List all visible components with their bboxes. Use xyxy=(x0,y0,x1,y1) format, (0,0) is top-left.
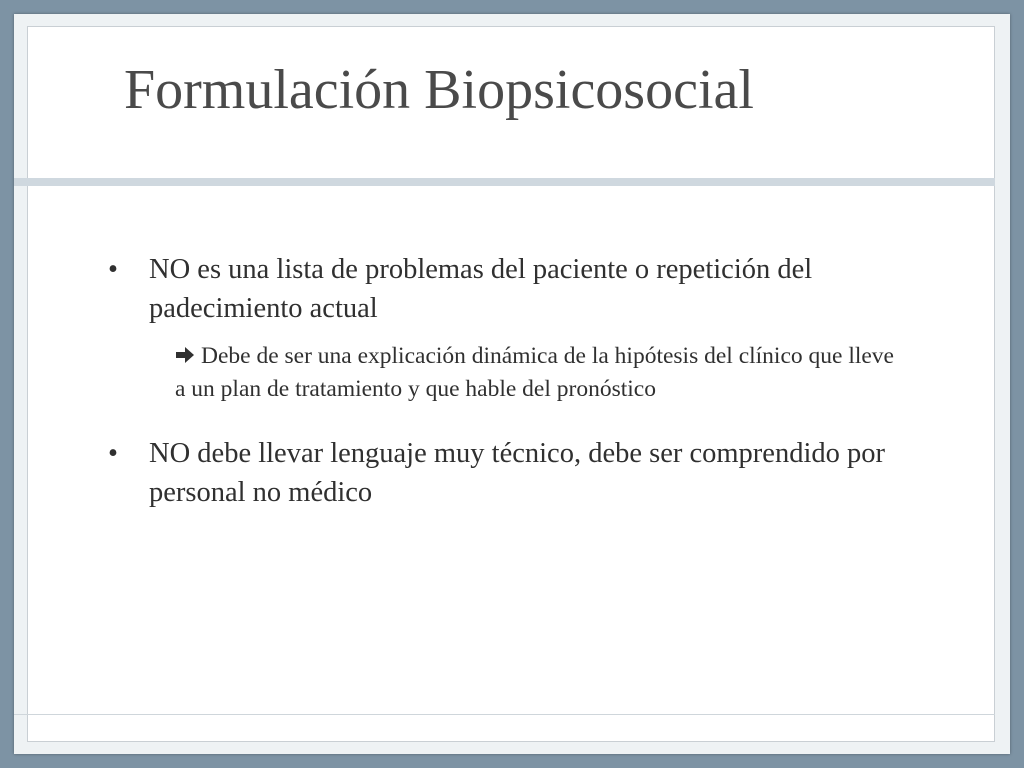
bullet-text: NO es una lista de problemas del paciente o repetición del padecimiento actual xyxy=(149,254,813,324)
bullet-item xyxy=(104,434,904,512)
sub-bullet-item xyxy=(104,340,904,406)
title-divider xyxy=(14,178,995,186)
slide-content xyxy=(104,250,904,512)
slide-title: Formulación Biopsicosocial xyxy=(124,59,754,121)
bullet-text: NO debe llevar lenguaje muy técnico, debe ser comprendido por personal no médico xyxy=(149,438,885,508)
sub-bullet-text: Debe de ser una explicación dinámica de la hipótesis del clínico que lleve a un plan de tratamiento y que hable del pronóstico xyxy=(175,343,894,402)
bullet-marker: • xyxy=(108,254,118,285)
right-arrow-icon xyxy=(175,345,195,365)
footer-divider xyxy=(14,714,995,715)
bullet-item xyxy=(104,250,904,328)
bullet-marker: • xyxy=(108,438,118,469)
